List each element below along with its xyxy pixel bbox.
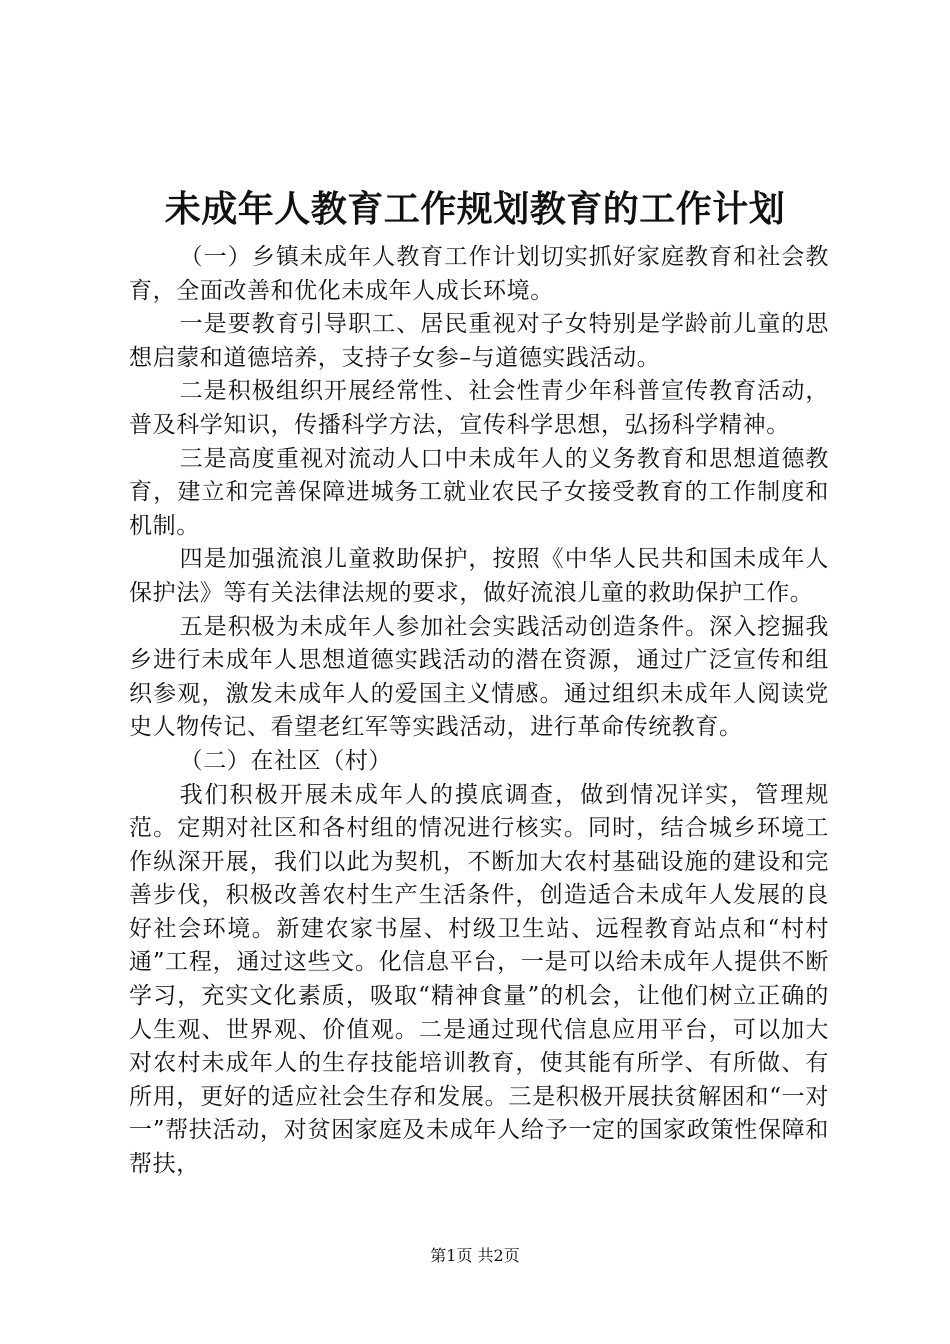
paragraph-2: 一是要教育引导职工、居民重视对子女特别是学龄前儿童的思想启蒙和道德培养，支持子女参–与道德实践活动。 [129,311,829,371]
document-body [129,241,829,1182]
paragraph-1: （一）乡镇未成年人教育工作计划切实抓好家庭教育和社会教育，全面改善和优化未成年人成长环境。 [129,244,829,304]
section-heading: （二）在社区（村） [179,747,392,774]
document-title: 未成年人教育工作规划教育的工作计划 [164,189,786,230]
paragraph-5: 四是加强流浪儿童救助保护，按照《中华人民共和国未成年人保护法》等有关法律法规的要求，做好流浪儿童的救助保护工作。 [129,546,829,606]
page-number-footer: 第1页 共2页 [430,1246,520,1265]
paragraph-4: 三是高度重视对流动人口中未成年人的义务教育和思想道德教育，建立和完善保障进城务工就业农民子女接受教育的工作制度和机制。 [129,445,829,539]
paragraph-6: 五是积极为未成年人参加社会实践活动创造条件。深入挖掘我乡进行未成年人思想道德实践活动的潜在资源，通过广泛宣传和组织参观，激发未成年人的爱国主义情感。通过组织未成年人阅读党史人物传记、看望老红军等实践活动，进行革命传统教育。 [129,613,829,741]
paragraph-3: 二是积极组织开展经常性、社会性青少年科普宣传教育活动，普及科学知识，传播科学方法，宣传科学思想，弘扬科学精神。 [129,378,829,438]
paragraph-7: 我们积极开展未成年人的摸底调查，做到情况详实，管理规范。定期对社区和各村组的情况进行核实。同时，结合城乡环境工作纵深开展，我们以此为契机，不断加大农村基础设施的建设和完善步伐，积极改善农村生产生活条件，创造适合未成年人发展的良好社会环境。新建农家书屋、村级卫生站、远程教育站点和“村村通”工程，通过这些文。化信息平台，一是可以给未成年人提供不断学习，充实文化素质，吸取“精神食量”的机会，让他们树立正确的人生观、世界观、价值观。二是通过现代信息应用平台，可以加大对农村未成年人的生存技能培训教育，使其能有所学、有所做、有所用，更好的适应社会生存和发展。三是积极开展扶贫解困和“一对一”帮扶活动，对贫困家庭及未成年人给予一定的国家政策性保障和帮扶， [129,781,829,1178]
